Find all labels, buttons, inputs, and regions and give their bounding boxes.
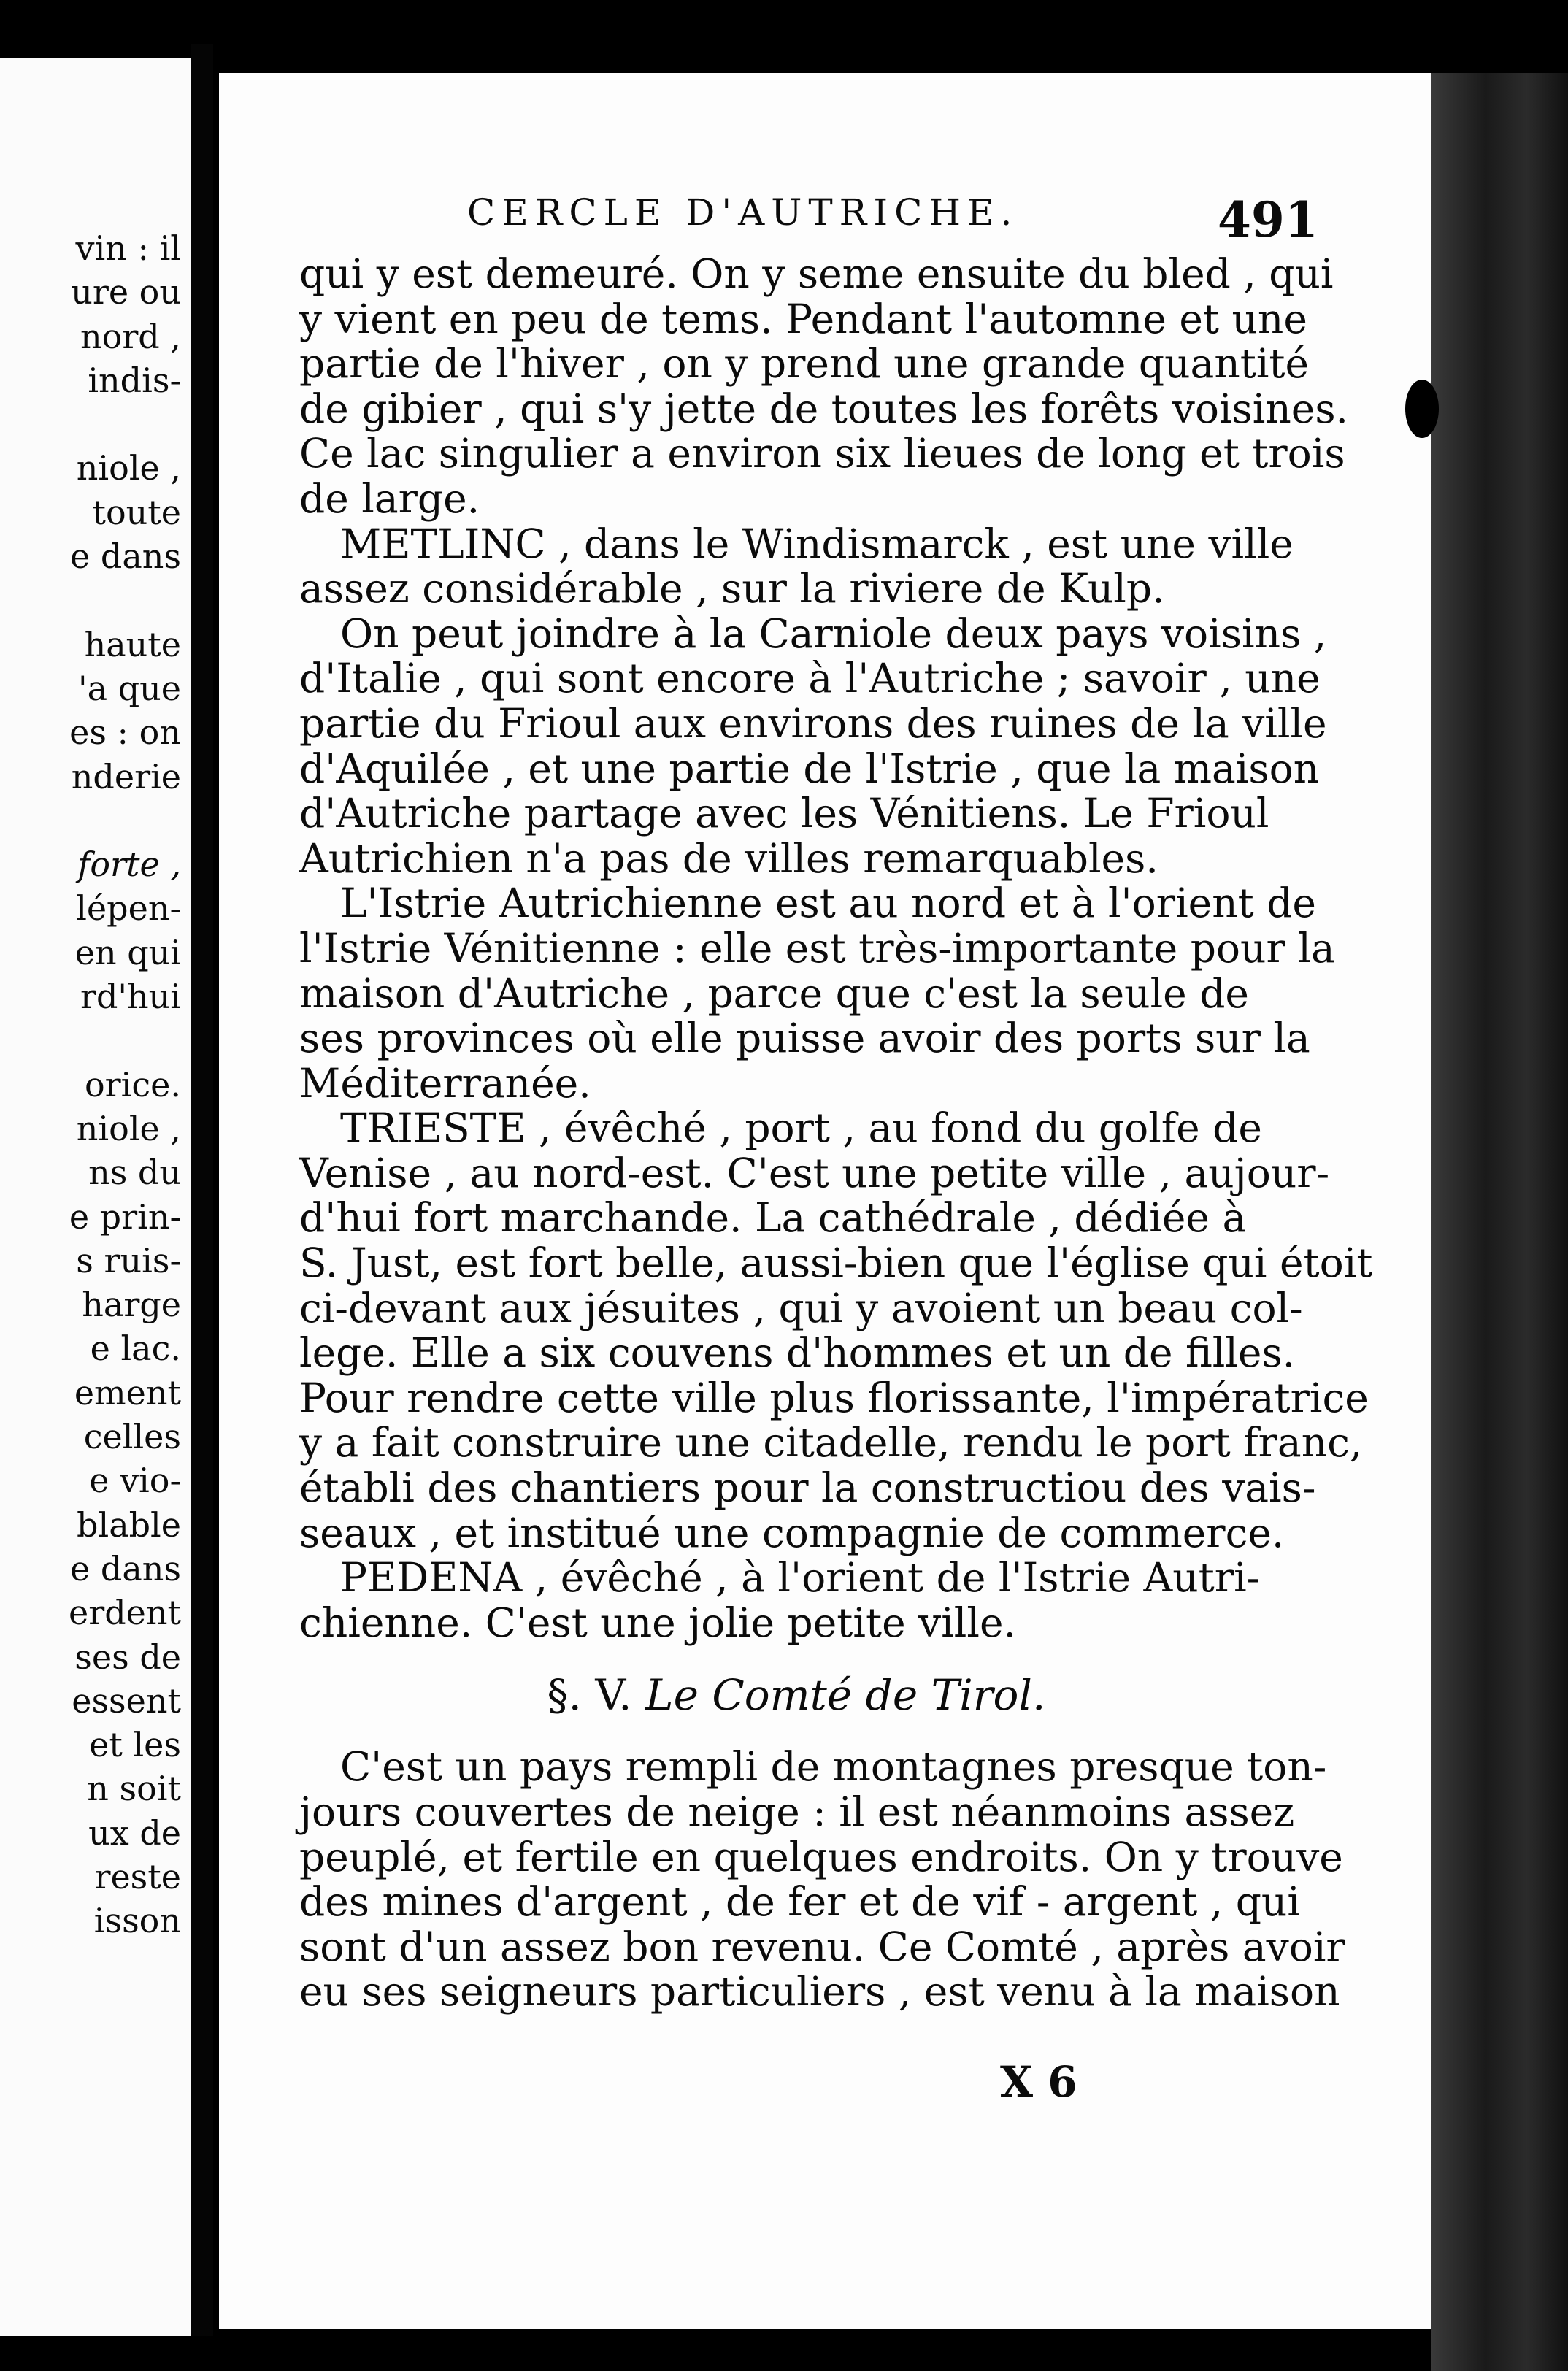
facing-line: rd'hui — [80, 977, 181, 1017]
text-line: de large. — [299, 474, 480, 522]
facing-line: nderie — [71, 756, 181, 796]
text-line: seaux , et institué une compagnie de commerce. — [299, 1509, 1285, 1556]
text-line: lege. Elle a six couvens d'hommes et un de filles. — [299, 1329, 1296, 1377]
text-line: L'Istrie Autrichienne est au nord et à l'orient de — [340, 880, 1316, 927]
facing-line: niole , — [76, 1108, 181, 1148]
facing-line — [0, 1018, 181, 1062]
facing-line — [0, 799, 181, 842]
facing-line — [0, 578, 181, 622]
text-line: Pour rendre cette ville plus florissante, l'impératrice — [299, 1374, 1369, 1421]
facing-line: reste — [94, 1856, 181, 1897]
text-line: d'Autriche partage avec les Vénitiens. Le Frioul — [299, 790, 1269, 837]
text-line: ses provinces où elle puisse avoir des ports sur la — [299, 1015, 1310, 1062]
facing-line: indis- — [88, 360, 181, 400]
facing-line: e prin- — [69, 1196, 181, 1237]
text-line: partie de l'hiver , on y prend une grande quantité — [299, 340, 1310, 388]
facing-line: ement — [74, 1372, 181, 1413]
text-line: PEDENA , évêché , à l'orient de l'Istrie Autri- — [340, 1554, 1261, 1602]
facing-page-text — [0, 226, 181, 1943]
body-text — [299, 250, 1373, 2015]
facing-line: en qui — [74, 932, 181, 972]
facing-line: haute — [84, 624, 181, 664]
text-line: ci-devant aux jésuites , qui y avoient un beau col- — [299, 1284, 1303, 1331]
facing-line: essent — [72, 1680, 181, 1721]
facing-line: et les — [89, 1725, 181, 1765]
facing-line: es : on — [69, 712, 181, 753]
page-number: 491 — [1218, 191, 1318, 248]
text-line: l'Istrie Vénitienne : elle est très-importante pour la — [299, 924, 1335, 972]
text-line: TRIESTE , évêché , port , au fond du golfe de — [340, 1104, 1262, 1152]
facing-line — [0, 402, 181, 446]
facing-line: niole , — [76, 448, 181, 488]
text-line: chienne. C'est une jolie petite ville. — [299, 1599, 1016, 1646]
text-line: sont d'un assez bon revenu. Ce Comté , après avoir — [299, 1923, 1345, 1970]
text-line: de gibier , qui s'y jette de toutes les forêts voisines. — [299, 385, 1349, 432]
facing-line: e dans — [70, 537, 181, 577]
facing-line: forte , — [77, 845, 181, 885]
facing-line: s ruis- — [76, 1240, 181, 1280]
text-line: qui y est demeuré. On y seme ensuite du bled , qui — [299, 250, 1334, 297]
section-title: Le Comté de Tirol. — [645, 1670, 1046, 1721]
text-line: d'Italie , qui sont encore à l'Autriche ; savoir , une — [299, 655, 1321, 702]
facing-line: lépen- — [76, 888, 181, 929]
text-line: On peut joindre à la Carniole deux pays voisins , — [340, 610, 1327, 657]
facing-line: celles — [83, 1417, 181, 1457]
facing-line: ns du — [88, 1153, 181, 1193]
text-line: des mines d'argent , de fer et de vif - argent , qui — [299, 1878, 1300, 1926]
text-line: y vient en peu de tems. Pendant l'automne et une — [299, 295, 1307, 342]
text-line: Ce lac singulier a environ six lieues de long et trois — [299, 430, 1345, 477]
facing-line: erdent — [69, 1593, 181, 1633]
text-line: METLINC , dans le Windismarck , est une ville — [340, 520, 1294, 567]
text-line: partie du Frioul aux environs des ruines de la ville — [299, 699, 1327, 747]
text-line: Méditerranée. — [299, 1059, 591, 1107]
book-gutter — [191, 44, 213, 2336]
text-line: Autrichien n'a pas de villes remarquables. — [299, 834, 1158, 882]
text-line: maison d'Autriche , parce que c'est la seule de — [299, 969, 1249, 1017]
facing-line: ses de — [74, 1637, 181, 1677]
facing-line: toute — [92, 492, 181, 532]
facing-line: nord , — [80, 316, 181, 356]
text-line: S. Just, est fort belle, aussi-bien que l'église qui étoit — [299, 1240, 1373, 1287]
section-number: §. V. — [547, 1670, 632, 1721]
signature-mark: X 6 — [1000, 2057, 1077, 2107]
facing-line: harge — [82, 1285, 181, 1325]
facing-line: e vio- — [89, 1461, 181, 1501]
text-line: jours couvertes de neige : il est néanmoins assez — [299, 1788, 1295, 1835]
binding-hole — [1405, 380, 1439, 438]
facing-line: n soit — [87, 1769, 181, 1809]
facing-line: e dans — [70, 1548, 181, 1588]
text-line: établi des chantiers pour la constructiou des vais- — [299, 1464, 1316, 1512]
page-edge-shadow — [1431, 73, 1568, 2371]
text-line: y a fait construire une citadelle, rendu le port franc, — [299, 1419, 1363, 1467]
facing-line: blable — [77, 1505, 181, 1545]
facing-line: e lac. — [90, 1329, 181, 1369]
text-line: d'hui fort marchande. La cathédrale , dédiée à — [299, 1194, 1247, 1242]
facing-line: ux de — [88, 1813, 181, 1853]
text-line: d'Aquilée , et une partie de l'Istrie , que la maison — [299, 745, 1320, 792]
facing-line: 'a que — [78, 668, 181, 708]
text-line: Venise , au nord-est. C'est une petite ville , aujour- — [299, 1149, 1330, 1196]
facing-line: orice. — [84, 1064, 181, 1104]
facing-page-left — [0, 58, 191, 2336]
section-heading — [299, 1651, 1294, 1732]
text-line: eu ses seigneurs particuliers , est venu à la maison — [299, 1968, 1340, 2015]
text-line: C'est un pays rempli de montagnes presque ton- — [340, 1743, 1327, 1791]
facing-line: isson — [93, 1901, 181, 1941]
facing-line: vin : il — [75, 228, 181, 268]
text-line: assez considérable , sur la riviere de Kulp. — [299, 565, 1165, 612]
facing-line: ure ou — [71, 272, 181, 312]
text-line: peuplé, et fertile en quelques endroits. On y trouve — [299, 1833, 1343, 1880]
running-head: CERCLE D'AUTRICHE. — [467, 191, 1019, 234]
